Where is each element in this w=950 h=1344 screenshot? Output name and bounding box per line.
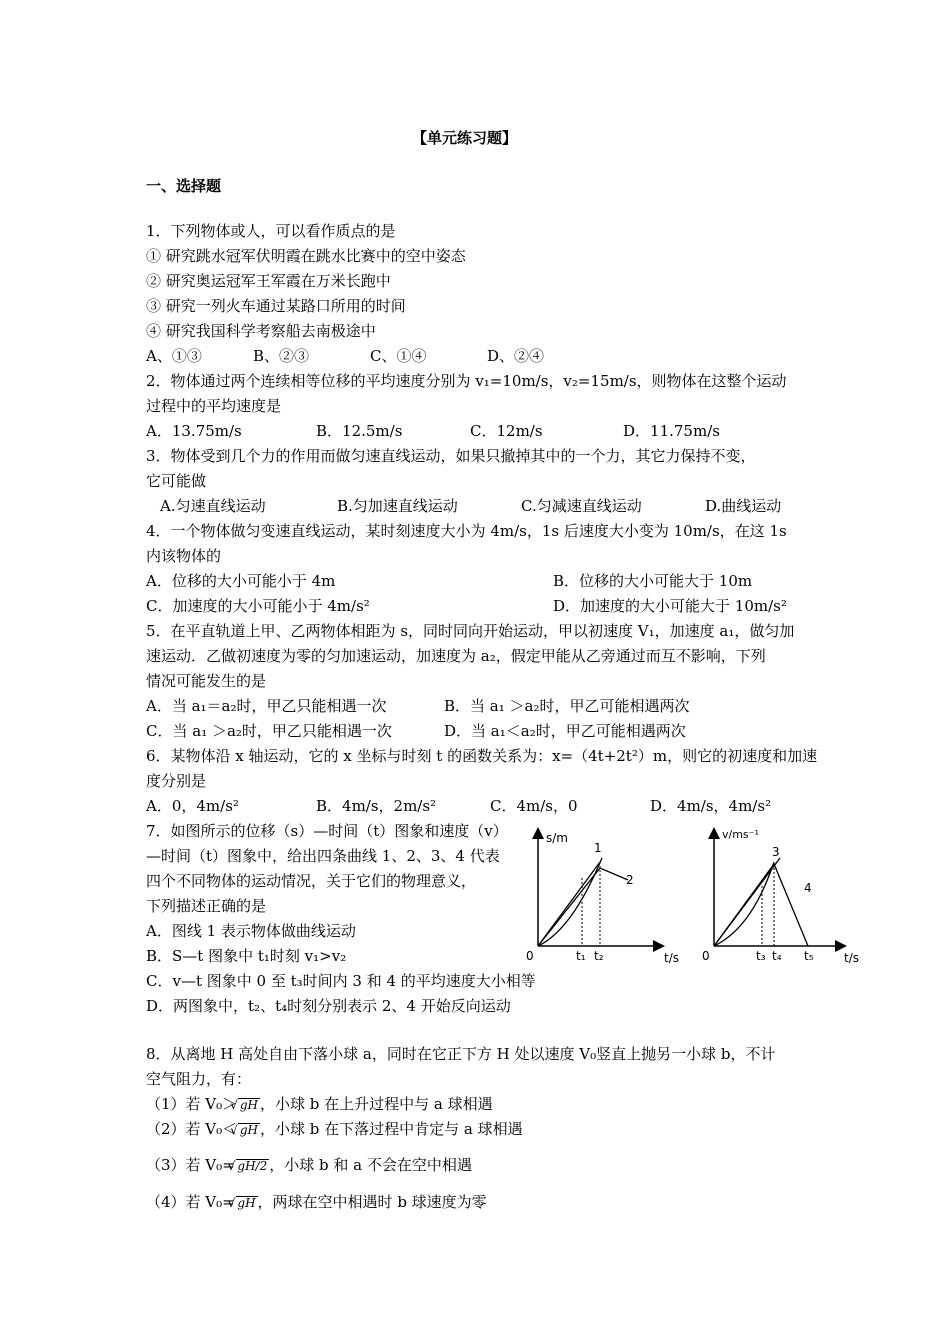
- q8-item-prefix: （1）若 V₀＞: [146, 1095, 238, 1113]
- question-6-option: A．0，4m/s²: [146, 797, 239, 815]
- q8-item-suffix: ，两球在空中相遇时 b 球速度为零: [257, 1193, 487, 1211]
- question-6-stem: 度分别是: [146, 772, 207, 790]
- question-6-option: C．4m/s，0: [490, 797, 578, 815]
- graph2-ylabel: v/ms⁻¹: [722, 828, 759, 841]
- question-7-option: A．图线 1 表示物体做曲线运动: [146, 922, 356, 940]
- question-6-option: B．4m/s，2m/s²: [316, 797, 437, 815]
- question-8-stem: 空气阻力，有：: [146, 1070, 252, 1088]
- question-8-item: [146, 1119, 523, 1139]
- displacement-time-graph: [510, 818, 690, 968]
- square-root: √ gH: [236, 1196, 258, 1210]
- question-1-item: ② 研究奥运冠军王军霞在万米长跑中: [146, 272, 391, 290]
- question-4-option: D．加速度的大小可能大于 10m/s²: [553, 597, 787, 615]
- question-7-option: B．S—t 图象中 t₁时刻 v₁>v₂: [146, 947, 347, 965]
- graph1-curve-2: 2: [626, 873, 634, 887]
- graph1-curve-1: 1: [594, 841, 602, 855]
- question-1-item: ① 研究跳水冠军伏明霞在跳水比赛中的空中姿态: [146, 247, 466, 265]
- question-4-stem: 内该物体的: [146, 547, 222, 565]
- question-1-stem: 1．下列物体或人，可以看作质点的是: [146, 222, 396, 240]
- question-8-item: [146, 1155, 472, 1175]
- q8-item-suffix: ，小球 b 在上升过程中与 a 球相遇: [259, 1095, 493, 1113]
- graph1-origin: 0: [526, 949, 534, 963]
- q8-item-prefix: （3）若 V₀=: [146, 1156, 235, 1174]
- velocity-time-graph: [692, 818, 872, 968]
- question-7-stem: 下列描述正确的是: [146, 897, 267, 915]
- q8-item-suffix: ，小球 b 和 a 不会在空中相遇: [269, 1156, 472, 1174]
- graph1-tick-t1: t₁: [576, 949, 586, 963]
- question-1-option: C、①④: [370, 347, 427, 365]
- square-root: √ gH: [238, 1098, 260, 1112]
- graph2-curve-3: 3: [772, 845, 780, 859]
- question-3-stem: 3．物体受到几个力的作用而做匀速直线运动，如果只撤掉其中的一个力，其它力保持不变，: [146, 447, 756, 465]
- question-8-stem: 8．从离地 H 高处自由下落小球 a，同时在它正下方 H 处以速度 V₀竖直上抛另一小球 b，不计: [146, 1045, 776, 1063]
- question-3-option: A.匀速直线运动: [160, 497, 266, 515]
- question-3-stem: 它可能做: [146, 472, 207, 490]
- question-5-stem: 5．在平直轨道上甲、乙两物体相距为 s，同时同向开始运动，甲以初速度 V₁，加速度 a₁，做匀加: [146, 622, 795, 640]
- graph2-xlabel: t/s: [844, 951, 859, 965]
- graph2-tick-t5: t₅: [804, 949, 814, 963]
- question-6-option: D．4m/s，4m/s²: [650, 797, 772, 815]
- question-2-option: D．11.75m/s: [623, 422, 720, 440]
- question-8-item: [146, 1094, 493, 1114]
- question-5-option: A．当 a₁＝a₂时，甲乙只能相遇一次: [146, 697, 387, 715]
- question-3-option: C.匀减速直线运动: [521, 497, 642, 515]
- graph2-curve-4: 4: [804, 881, 812, 895]
- question-2-option: A．13.75m/s: [146, 422, 242, 440]
- question-5-stem: 情况可能发生的是: [146, 672, 267, 690]
- question-7-option: D．两图象中，t₂、t₄时刻分别表示 2、4 开始反向运动: [146, 997, 511, 1015]
- question-4-stem: 4．一个物体做匀变速直线运动，某时刻速度大小为 4m/s，1s 后速度大小变为 10m/s，在这 1s: [146, 522, 787, 540]
- question-1-option: A、①③: [146, 347, 202, 365]
- graph2-origin: 0: [702, 949, 710, 963]
- question-5-option: C．当 a₁ ＞a₂时，甲乙只能相遇一次: [146, 722, 392, 740]
- graph1-ylabel: s/m: [546, 831, 568, 845]
- question-3-option: B.匀加速直线运动: [337, 497, 458, 515]
- question-7-stem: —时间（t）图象中，给出四条曲线 1、2、3、4 代表: [146, 847, 500, 865]
- graph2-tick-t3: t₃: [756, 949, 766, 963]
- page-title: 【单元练习题】: [412, 129, 518, 147]
- question-2-stem: 过程中的平均速度是: [146, 397, 282, 415]
- question-4-option: C．加速度的大小可能小于 4m/s²: [146, 597, 370, 615]
- question-5-option: D．当 a₁＜a₂时，甲乙可能相遇两次: [444, 722, 686, 740]
- question-8-item: [146, 1192, 487, 1212]
- question-1-item: ③ 研究一列火车通过某路口所用的时间: [146, 297, 406, 315]
- square-root: √ gH/2: [236, 1159, 269, 1173]
- question-3-option: D.曲线运动: [705, 497, 782, 515]
- q8-item-prefix: （2）若 V₀＜: [146, 1120, 238, 1138]
- q8-item-prefix: （4）若 V₀=: [146, 1193, 235, 1211]
- question-2-option: B．12.5m/s: [316, 422, 403, 440]
- question-1-option: B、②③: [253, 347, 310, 365]
- question-5-option: B．当 a₁ ＞a₂时，甲乙可能相遇两次: [444, 697, 690, 715]
- question-1-option: D、②④: [487, 347, 545, 365]
- question-4-option: B．位移的大小可能大于 10m: [553, 572, 753, 590]
- question-4-option: A．位移的大小可能小于 4m: [146, 572, 336, 590]
- section-heading: 一、选择题: [146, 177, 222, 195]
- question-7-stem: 7．如图所示的位移（s）—时间（t）图象和速度（v）: [146, 822, 508, 840]
- question-7-option: C．v—t 图象中 0 至 t₃时间内 3 和 4 的平均速度大小相等: [146, 972, 536, 990]
- question-2-option: C．12m/s: [470, 422, 543, 440]
- question-1-item: ④ 研究我国科学考察船去南极途中: [146, 322, 376, 340]
- square-root: √ gH: [238, 1123, 260, 1137]
- q8-item-suffix: ，小球 b 在下落过程中肯定与 a 球相遇: [259, 1120, 523, 1138]
- question-2-stem: 2．物体通过两个连续相等位移的平均速度分别为 v₁=10m/s，v₂=15m/s，则物体在这整个运动: [146, 372, 787, 390]
- question-7-stem: 四个不同物体的运动情况，关于它们的物理意义，: [146, 872, 477, 890]
- graph2-tick-t4: t₄: [772, 949, 782, 963]
- question-6-stem: 6．某物体沿 x 轴运动，它的 x 坐标与时刻 t 的函数关系为：x=（4t+2t²）m，则它的初速度和加速: [146, 747, 818, 765]
- graph1-tick-t2: t₂: [594, 949, 604, 963]
- question-5-stem: 速运动．乙做初速度为零的匀加速运动，加速度为 a₂，假定甲能从乙旁通过而互不影响，下列: [146, 647, 766, 665]
- graph1-xlabel: t/s: [664, 951, 679, 965]
